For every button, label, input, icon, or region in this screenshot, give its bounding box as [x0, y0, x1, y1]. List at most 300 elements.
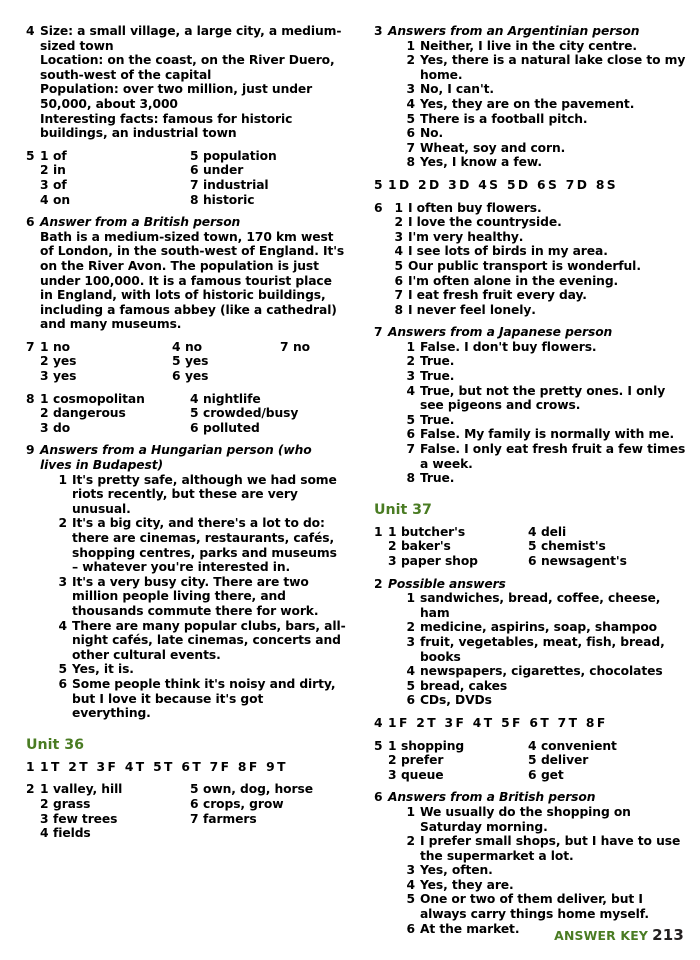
item-text: Yes, it is.: [72, 662, 134, 677]
item-number: 4: [40, 192, 49, 207]
ds-value: S: [606, 177, 616, 192]
answer-item: [190, 163, 340, 178]
ds-key: 1: [387, 177, 397, 192]
answer-item: [190, 421, 340, 436]
item-number: 6: [527, 767, 537, 782]
item-text: paper shop: [400, 554, 478, 568]
item-number: 3: [406, 634, 415, 649]
item-text: no: [293, 339, 311, 354]
exercise-number: 1: [373, 524, 383, 539]
answer-item: [40, 149, 190, 164]
item-number: 3: [387, 767, 397, 782]
plain-text: I see lots of: [407, 244, 492, 259]
item-text: We usually do the shopping on Saturday morning.: [419, 804, 631, 834]
item-number: 4: [172, 339, 181, 354]
answer-item: [400, 892, 686, 921]
ds-key: 5: [506, 177, 516, 192]
item-text: fields: [53, 826, 91, 841]
item-text: Yes, often.: [419, 863, 493, 878]
item-text: [408, 230, 686, 245]
tf-key: 3: [96, 759, 105, 774]
answer-column: [40, 340, 172, 384]
answer-item: [172, 340, 280, 355]
answer-heading: Possible answers: [387, 576, 506, 591]
tf-key: 7: [209, 759, 219, 774]
item-number: 5: [406, 678, 415, 693]
answer-item: [190, 782, 340, 797]
answer-grid: [388, 525, 686, 569]
item-number: 5: [406, 892, 415, 907]
answer-item: [400, 413, 686, 428]
tf-value: F: [455, 715, 464, 730]
item-number: 4: [58, 618, 67, 633]
item-number: 5: [172, 354, 181, 369]
exercise-number: 9: [26, 443, 35, 458]
answer-item: [400, 442, 686, 471]
item-text: Yes, there is a natural lake close to my home.: [419, 53, 686, 82]
highlighted-word: birds: [491, 244, 527, 259]
item-number: 8: [406, 471, 415, 486]
item-number: 1: [40, 782, 49, 797]
answer-item: [388, 554, 528, 569]
item-number: 2: [58, 516, 67, 531]
item-number: 3: [40, 369, 49, 384]
answer-item: [528, 739, 668, 754]
answer-item: [388, 201, 686, 216]
exercise-2-unit37: [374, 577, 686, 708]
item-number: 7: [406, 140, 415, 155]
item-number: 2: [406, 620, 415, 635]
answer-item: [400, 620, 686, 635]
exercise-6-right: [374, 201, 686, 318]
answer-list: [388, 340, 686, 486]
answer-item: [52, 575, 346, 619]
answer-line: Population: over two million, just under 50,000, about 3,000: [40, 82, 313, 111]
item-text: True.: [419, 354, 455, 369]
answer-item: [52, 473, 346, 517]
answer-paragraph: Bath is a medium-sized town, 170 km west of London, in the south-west of England. It's on the River Avon. The population is just under 100,000. It is a famous tourist place in England, with lots of historic buildings, including a famous abbey (like a cathedral) and many museums.: [40, 229, 345, 332]
answer-grid: [40, 149, 346, 207]
item-text: Some people think it's noisy and dirty, but I love it because it's got everything.: [72, 676, 336, 721]
exercise-body: [388, 201, 686, 318]
answer-line: Interesting facts: famous for historic buildings, an industrial town: [40, 111, 293, 141]
answer-item: [400, 53, 686, 82]
item-text: historic: [203, 192, 255, 207]
heading-parenthetical: (who lives in Budapest): [40, 443, 312, 473]
item-text: valley, hill: [53, 782, 123, 797]
exercise-body: [388, 178, 686, 193]
ds-run: [388, 178, 686, 193]
answer-item: [400, 82, 686, 97]
item-text: False. I don't buy flowers.: [419, 339, 597, 354]
plain-text: .: [536, 200, 542, 215]
exercise-number: 6: [373, 200, 383, 215]
item-text: population: [203, 148, 277, 163]
tf-key: 4: [124, 759, 134, 774]
answer-item: [40, 812, 190, 827]
tf-key: 8: [237, 759, 247, 774]
tf-key: 6: [529, 715, 538, 730]
answer-column: [388, 525, 528, 569]
plain-text: .: [518, 229, 524, 244]
answer-item: [388, 539, 528, 554]
tf-key: 8: [585, 715, 595, 730]
answer-item: [400, 635, 686, 664]
item-number: 1: [406, 591, 415, 606]
answer-item: [400, 471, 686, 486]
ds-value: D: [576, 177, 587, 192]
answer-item: [40, 782, 190, 797]
item-text: There is a football pitch.: [419, 111, 588, 126]
answer-list: [388, 805, 686, 936]
tf-key: 7: [557, 715, 567, 730]
exercise-body: [388, 325, 686, 486]
item-number: 6: [190, 163, 199, 178]
exercise-body: [388, 790, 686, 936]
left-column: [12, 24, 350, 960]
answer-item: [528, 539, 668, 554]
answer-column: [40, 392, 190, 436]
item-number: 5: [190, 406, 199, 421]
tf-key: 3: [444, 715, 453, 730]
exercise-body: [388, 577, 686, 708]
item-text: True, but not the pretty ones. I only see pigeons and crows.: [419, 383, 666, 413]
item-text: yes: [53, 354, 77, 369]
tf-key: 5: [501, 715, 510, 730]
item-number: 6: [406, 693, 415, 708]
item-number: 2: [40, 163, 49, 178]
item-text: no: [53, 339, 71, 354]
answer-item: [400, 805, 686, 834]
answer-item: [400, 878, 686, 893]
item-number: 1: [40, 391, 49, 406]
tf-pair: [501, 716, 520, 731]
answer-item: [400, 126, 686, 141]
answer-item: [400, 39, 686, 54]
unit-heading-36: Unit 36: [26, 736, 84, 753]
answer-column: [388, 739, 528, 783]
exercise-5-right: [374, 178, 686, 193]
answer-grid: [40, 340, 346, 384]
item-number: 4: [40, 826, 49, 841]
answer-column: [280, 340, 310, 384]
plain-text: in the evening.: [511, 273, 619, 288]
item-text: of: [53, 148, 67, 163]
item-number: 5: [58, 662, 67, 677]
tf-key: 1: [40, 759, 49, 774]
exercise-number: 5: [373, 177, 383, 192]
highlighted-word: healthy: [467, 229, 519, 244]
item-text: There are many popular clubs, bars, all-night cafés, late cinemas, concerts and other cultural events.: [72, 618, 346, 662]
exercise-number: 2: [373, 576, 383, 591]
tf-pair: [125, 760, 144, 775]
item-number: 5: [406, 111, 415, 126]
item-text: deli: [540, 524, 567, 539]
item-text: medicine, aspirins, soap, shampoo: [419, 620, 658, 635]
tf-value: T: [427, 715, 436, 730]
item-text: yes: [53, 369, 77, 384]
tf-pair: [473, 716, 492, 731]
item-number: 7: [280, 339, 289, 354]
item-text: crowded/busy: [203, 406, 299, 421]
item-text: False. I only eat fresh fruit a few times a week.: [419, 442, 686, 471]
item-text: few trees: [53, 811, 118, 826]
answer-list: [388, 39, 686, 170]
item-text: no: [185, 339, 203, 354]
exercise-9: [26, 443, 346, 720]
item-text: of: [53, 177, 67, 192]
item-number: 6: [406, 921, 415, 936]
ds-value: S: [547, 177, 557, 192]
tf-value: F: [248, 759, 258, 774]
answer-item: [190, 406, 340, 421]
answer-item: [40, 193, 190, 208]
item-number: 5: [190, 782, 199, 797]
answer-item: [40, 406, 190, 421]
item-number: 2: [406, 53, 415, 68]
exercise-body: [40, 215, 346, 332]
item-number: 6: [190, 796, 199, 811]
item-text: [408, 274, 686, 289]
answer-item: [40, 369, 172, 384]
answer-column: [190, 782, 340, 840]
item-number: 6: [406, 427, 415, 442]
plain-text: in my: [526, 244, 573, 259]
ds-pair: [566, 178, 587, 193]
tf-value: F: [596, 715, 606, 730]
item-number: 4: [406, 383, 415, 398]
exercise-body: [40, 24, 346, 141]
exercise-2-unit36: [26, 782, 346, 840]
answer-item: [400, 354, 686, 369]
tf-key: 2: [416, 715, 425, 730]
item-text: under: [203, 163, 244, 178]
exercise-number: 2: [26, 782, 35, 797]
item-number: 6: [172, 369, 181, 384]
answer-item: [400, 141, 686, 156]
ds-key: 7: [565, 177, 575, 192]
answer-item: [400, 679, 686, 694]
exercise-number: 4: [26, 24, 35, 38]
answer-list: [40, 473, 346, 721]
answer-item: [400, 664, 686, 679]
exercise-body: [40, 782, 346, 840]
item-number: 4: [406, 664, 415, 679]
exercise-number: 6: [373, 790, 383, 805]
item-number: 1: [406, 804, 415, 819]
exercise-8: [26, 392, 346, 436]
item-text: Neither, I live in the city centre.: [419, 38, 637, 53]
answer-item: [190, 149, 340, 164]
answer-item: [388, 768, 528, 783]
footer-label: ANSWER KEY: [554, 928, 649, 943]
answer-item: [388, 215, 686, 230]
answer-item: [388, 753, 528, 768]
item-text: get: [540, 767, 564, 782]
exercise-body: [388, 716, 686, 731]
item-text: [408, 244, 686, 259]
plain-text: .: [531, 302, 536, 317]
item-number: 6: [58, 676, 67, 691]
item-number: 4: [406, 96, 415, 111]
answer-item: [190, 392, 340, 407]
ds-value: D: [429, 177, 440, 192]
ds-key: 3: [448, 177, 457, 192]
answer-item: [400, 863, 686, 878]
item-text: Wheat, soy and corn.: [419, 140, 566, 155]
item-number: 5: [190, 148, 199, 163]
exercise-6-unit37: [374, 790, 686, 936]
item-text: farmers: [203, 811, 257, 826]
item-number: 6: [190, 420, 199, 435]
item-text: True.: [419, 369, 455, 384]
tf-pair: [388, 716, 407, 731]
plain-text: .: [557, 215, 562, 230]
item-text: dangerous: [53, 406, 126, 421]
item-text: It's a big city, and there's a lot to do: there are cinemas, restaurants, cafés, shopping centres, parks and museums – whatever you're interested in.: [72, 516, 337, 575]
answer-column: [40, 149, 190, 207]
ds-key: 6: [537, 177, 546, 192]
answer-item: [40, 392, 190, 407]
item-text: chemist's: [540, 539, 606, 554]
item-text: own, dog, horse: [203, 782, 313, 797]
item-text: on: [53, 192, 71, 207]
ds-key: 2: [418, 177, 427, 192]
answer-column: [40, 782, 190, 840]
exercise-number: 4: [373, 715, 383, 730]
exercise-number: 6: [26, 215, 35, 230]
answer-heading: [40, 443, 346, 472]
plain-text: Our public: [407, 258, 483, 273]
tf-value: F: [107, 759, 116, 774]
answer-item: [528, 554, 668, 569]
item-number: 5: [406, 412, 415, 427]
item-text: Yes, I know a few.: [419, 155, 542, 170]
answer-item: [190, 178, 340, 193]
ds-value: D: [398, 177, 410, 192]
answer-list: [388, 591, 686, 708]
answer-item: [528, 753, 668, 768]
tf-pair: [558, 716, 577, 731]
answer-item: [40, 797, 190, 812]
item-number: 4: [394, 244, 403, 259]
item-text: CDs, DVDs: [419, 693, 492, 708]
tf-key: 1: [387, 715, 397, 730]
item-number: 8: [190, 192, 199, 207]
item-number: 1: [40, 148, 49, 163]
answer-item: [400, 591, 686, 620]
ds-pair: [537, 178, 557, 193]
answer-item: [400, 384, 686, 413]
item-number: 1: [40, 339, 49, 354]
exercise-6: [26, 215, 346, 332]
answer-item: [388, 244, 686, 259]
item-text: Yes, they are on the pavement.: [419, 96, 635, 111]
exercise-number: 7: [26, 339, 35, 354]
exercise-number: 3: [373, 24, 383, 38]
highlighted-word: wonderful: [567, 258, 637, 273]
item-text: No, I can't.: [419, 82, 494, 97]
item-number: 6: [527, 554, 537, 568]
item-text: One or two of them deliver, but I always carry things home myself.: [419, 892, 649, 922]
item-text: newsagent's: [540, 554, 627, 568]
tf-key: 4: [472, 715, 482, 730]
item-text: It's a very busy city. There are two million people living there, and thousands commute there for work.: [72, 574, 319, 618]
item-number: 3: [394, 229, 403, 244]
answer-item: [388, 288, 686, 303]
answer-line: Location: on the coast, on the River Duero, south-west of the capital: [40, 53, 335, 82]
exercise-7: [26, 340, 346, 384]
answer-item: [40, 163, 190, 178]
item-text: baker's: [400, 539, 451, 554]
answer-item: [172, 354, 280, 369]
ds-pair: [596, 178, 616, 193]
plain-text: I'm very: [407, 229, 468, 244]
exercise-5-unit37: [374, 739, 686, 783]
answer-item: [388, 259, 686, 274]
ds-pair: [388, 178, 409, 193]
item-text: queue: [400, 767, 444, 782]
ds-key: 4: [478, 177, 487, 192]
answer-column: [190, 392, 340, 436]
page-number: 213: [652, 926, 684, 944]
answer-item: [400, 427, 686, 442]
tf-value: T: [277, 759, 286, 774]
item-text: True.: [419, 412, 455, 427]
item-number: 2: [406, 354, 415, 369]
answer-item: [400, 155, 686, 170]
answer-list: [388, 201, 686, 318]
answer-item: [172, 369, 280, 384]
highlighted-word: lonely: [489, 302, 532, 317]
answer-item: [190, 193, 340, 208]
plain-text: .: [603, 244, 608, 259]
tf-pair: [529, 716, 548, 731]
item-text: No.: [419, 126, 444, 141]
unit-heading-37: Unit 37: [373, 501, 432, 518]
highlighted-word: alone: [473, 273, 512, 288]
answer-line: Size: a small village, a large city, a medium-sized town: [40, 24, 342, 53]
exercise-4: [26, 24, 346, 141]
answer-item: [52, 677, 346, 721]
item-text: yes: [185, 369, 209, 384]
item-number: 7: [190, 177, 199, 192]
item-text: butcher's: [400, 524, 466, 539]
tf-value: T: [164, 759, 173, 774]
item-number: 1: [58, 472, 67, 487]
answer-item: [528, 525, 668, 540]
item-number: 4: [190, 391, 199, 406]
item-text: bread, cakes: [419, 678, 508, 693]
item-number: 3: [40, 177, 49, 192]
ds-pair: [507, 178, 528, 193]
exercise-4-unit37: [374, 716, 686, 731]
answer-item: [52, 662, 346, 677]
exercise-body: [40, 443, 346, 720]
ds-key: 8: [595, 177, 605, 192]
answer-item: [190, 812, 340, 827]
item-number: 2: [40, 406, 49, 421]
item-text: yes: [185, 354, 209, 369]
plain-text: .: [636, 258, 641, 273]
item-text: nightlife: [203, 391, 261, 406]
ds-pair: [448, 178, 469, 193]
item-number: 1: [387, 524, 397, 539]
answer-grid: [40, 782, 346, 840]
item-text: [408, 201, 686, 216]
exercise-3: [374, 24, 686, 170]
item-text: fruit, vegetables, meat, fish, bread, books: [419, 634, 665, 664]
